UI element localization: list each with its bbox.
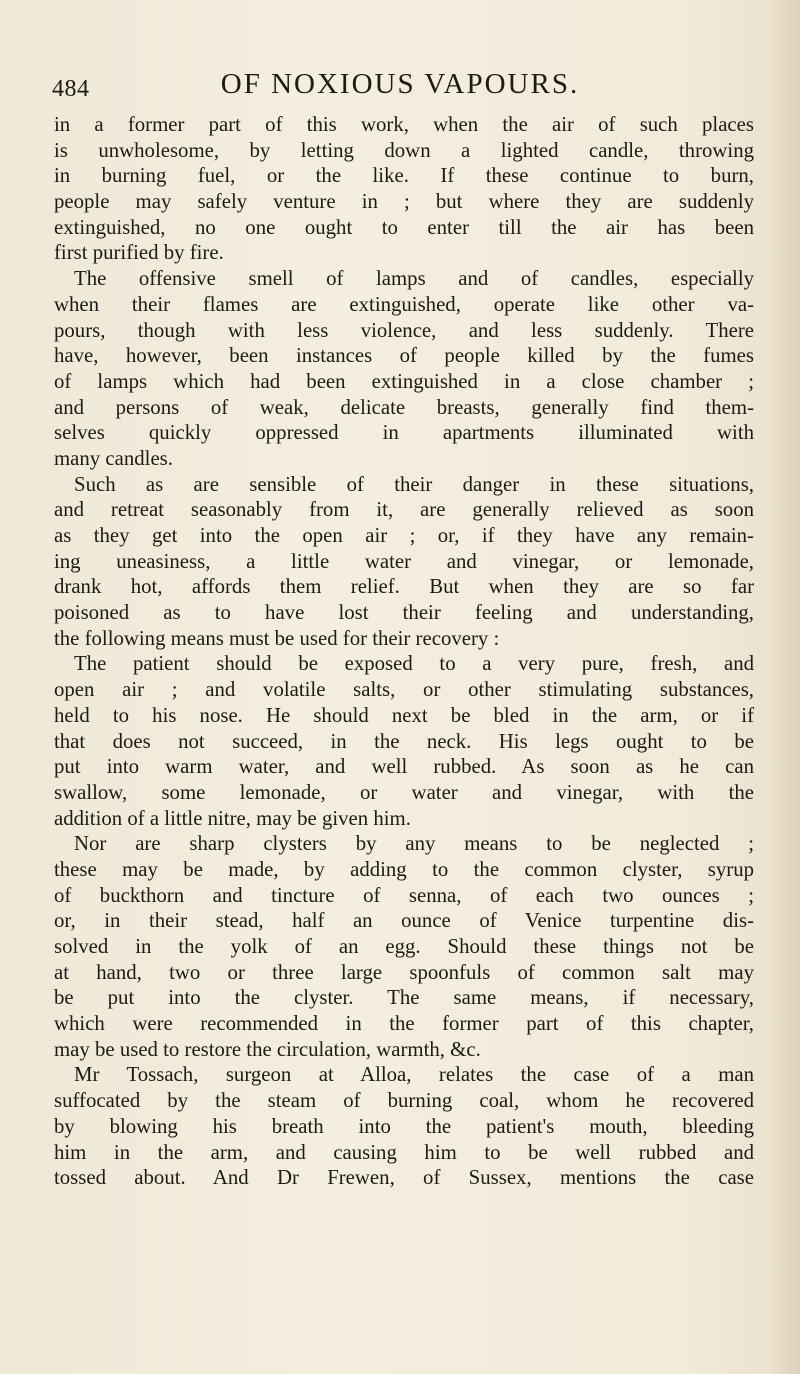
- page-number: 484: [52, 76, 90, 102]
- text-line: many candles.: [54, 446, 173, 470]
- text-line: and persons of weak, delicate breasts, generally find them-: [54, 395, 754, 419]
- text-line: that does not succeed, in the neck. His legs ought to be: [54, 729, 754, 753]
- text-line: people may safely venture in ; but where they are suddenly: [54, 190, 754, 214]
- running-head: OF NOXIOUS VAPOURS.: [220, 68, 580, 100]
- text-line: Such as are sensible of their danger in these situations,: [74, 472, 754, 496]
- text-line: addition of a little nitre, may be given him.: [54, 806, 411, 830]
- text-line: have, however, been instances of people killed by the fumes: [54, 344, 754, 368]
- text-line: when their flames are extinguished, operate like other va-: [54, 292, 754, 316]
- text-line: tossed about. And Dr Frewen, of Sussex, mentions the case: [54, 1166, 754, 1190]
- text-line: Mr Tossach, surgeon at Alloa, relates the case of a man: [74, 1063, 754, 1087]
- text-line: first purified by fire.: [54, 241, 224, 265]
- text-line: open air ; and volatile salts, or other stimulating substances,: [54, 678, 754, 702]
- text-line: selves quickly oppressed in apartments illuminated with: [54, 421, 754, 445]
- text-line: poisoned as to have lost their feeling and understanding,: [54, 601, 754, 625]
- page-edge-shadow: [770, 0, 800, 1374]
- text-line: extinguished, no one ought to enter till the air has been: [54, 215, 754, 239]
- text-line: put into warm water, and well rubbed. As soon as he can: [54, 755, 754, 779]
- text-line: suffocated by the steam of burning coal, whom he recovered: [54, 1089, 754, 1113]
- text-line: Nor are sharp clysters by any means to be neglected ;: [74, 832, 754, 856]
- text-line: of lamps which had been extinguished in a close chamber ;: [54, 369, 754, 393]
- text-line: The patient should be exposed to a very pure, fresh, and: [74, 652, 754, 676]
- text-line: swallow, some lemonade, or water and vinegar, with the: [54, 780, 754, 804]
- text-line: and retreat seasonably from it, are generally relieved as soon: [54, 498, 754, 522]
- text-line: ing uneasiness, a little water and vinegar, or lemonade,: [54, 549, 754, 573]
- text-line: him in the arm, and causing him to be well rubbed and: [54, 1140, 754, 1164]
- text-line: as they get into the open air ; or, if they have any remain-: [54, 524, 754, 547]
- text-line: drank hot, affords them relief. But when they are so far: [54, 575, 754, 599]
- text-line: or, in their stead, half an ounce of Venice turpentine dis-: [54, 909, 754, 933]
- page-header: [52, 68, 752, 108]
- text-line: of buckthorn and tincture of senna, of each two ounces ;: [54, 883, 754, 907]
- text-line: be put into the clyster. The same means, if necessary,: [54, 986, 754, 1010]
- text-line: these may be made, by adding to the common clyster, syrup: [54, 857, 754, 881]
- body-text: [54, 112, 754, 1191]
- text-line: in a former part of this work, when the air of such places: [54, 113, 754, 136]
- text-line: by blowing his breath into the patient's mouth, bleeding: [54, 1114, 754, 1138]
- text-line: the following means must be used for their recovery :: [54, 626, 500, 650]
- text-line: which were recommended in the former part of this chapter,: [54, 1012, 754, 1036]
- text-line: The offensive smell of lamps and of candles, especially: [74, 267, 754, 291]
- text-line: in burning fuel, or the like. If these continue to burn,: [54, 164, 754, 188]
- text-line: held to his nose. He should next be bled in the arm, or if: [54, 703, 754, 727]
- text-line: solved in the yolk of an egg. Should these things not be: [54, 935, 754, 958]
- text-line: may be used to restore the circulation, warmth, &c.: [54, 1037, 481, 1061]
- text-line: is unwholesome, by letting down a lighted candle, throwing: [54, 138, 754, 162]
- text-line: at hand, two or three large spoonfuls of common salt may: [54, 960, 754, 984]
- text-line: pours, though with less violence, and less suddenly. There: [54, 318, 754, 342]
